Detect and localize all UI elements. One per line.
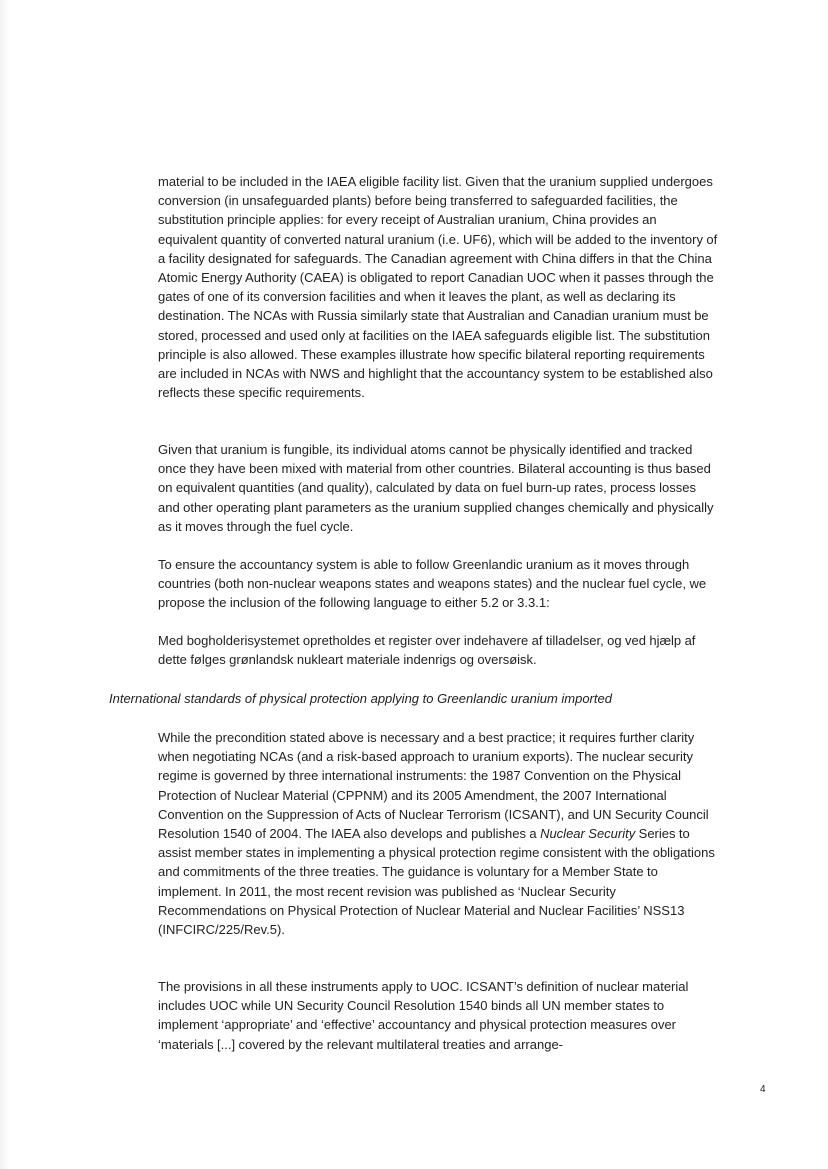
page-number: 4 bbox=[760, 1084, 766, 1095]
paragraph-security-regime bbox=[158, 728, 718, 939]
nuclear-security-series-title: Nuclear Security bbox=[540, 826, 636, 842]
paragraph-instruments-apply: The provisions in all these instruments apply to UOC. ICSANT’s definition of nuclear material includes UOC while UN Security Council Resolution 1540 binds all UN member states to implement ‘appropriate’ and ‘effective’ accountancy and physical protection measures over ‘materials [...] covered by the relevant multilateral treaties and arrange- bbox=[158, 979, 689, 1052]
section-heading: International standards of physical protection applying to Greenlandic uranium imported bbox=[109, 691, 612, 706]
paragraph-substitution-principle: material to be included in the IAEA eligible facility list. Given that the uranium supplied undergoes conversion (in unsafeguarded plants) before being transferred to safeguarded facilities, the substitution principle applies: for every receipt of Australian uranium, China provides an equivalent quantity of converted natural uranium (i.e. UF6), which will be added to the inventory of a facility designated for safeguards. The Canadian agreement with China differs in that the China Atomic Energy Authority (CAEA) is obligated to report Canadian UOC when it passes through the gates of one of its conversion facilities and when it leaves the plant, as well as declaring its destination. The NCAs with Russia similarly state that Australian and Canadian uranium must be stored, processed and used only at facilities on the IAEA safeguards eligible list. The substitution principle is also allowed. These examples illustrate how specific bilateral reporting requirements are included in NCAs with NWS and highlight that the accountancy system to be established also reflects these specific requirements. bbox=[158, 174, 718, 401]
paragraph-accountancy-proposal: To ensure the accountancy system is able to follow Greenlandic uranium as it moves through countries (both non-nuclear weapons states and weapons states) and the nuclear fuel cycle, we propose the inclusion of the following language to either 5.2 or 3.3.1: bbox=[158, 557, 707, 611]
paragraph-security-regime-text-2: Series to assist member states in implementing a physical protection regime consistent with the obligations and commitments of the three treaties. The guidance is voluntary for a Member State to implement. In 2011, the most recent revision was published as ‘Nuclear Security Recommendations on Physical Protection of Nuclear Material and Nuclear Facilities’ NSS13 (INFCIRC/225/Rev.5). bbox=[158, 826, 715, 938]
scan-margin-shade bbox=[0, 0, 10, 1169]
paragraph-danish-language: Med bogholderisystemet opretholdes et register over indehavere af tilladelser, og ved hjælp af dette følges grønlandsk nukleart materiale indenrigs og oversøisk. bbox=[158, 633, 696, 668]
paragraph-uranium-fungible: Given that uranium is fungible, its individual atoms cannot be physically identified and tracked once they have been mixed with material from other countries. Bilateral accounting is thus based on equivalent quantities (and quality), calculated by data on fuel burn-up rates, process losses and other operating plant parameters as the uranium supplied changes chemically and physically as it moves through the fuel cycle. bbox=[158, 442, 714, 534]
paragraph-security-regime-text-1: While the precondition stated above is necessary and a best practice; it requires further clarity when negotiating NCAs (and a risk-based approach to uranium exports). The nuclear security regime is governed by three international instruments: the 1987 Convention on the Physical Protection of Nuclear Material (CPPNM) and its 2005 Amendment, the 2007 International Convention on the Suppression of Acts of Nuclear Terrorism (ICSANT), and UN Security Council Resolution 1540 of 2004. The IAEA also develops and publishes a bbox=[158, 730, 709, 842]
